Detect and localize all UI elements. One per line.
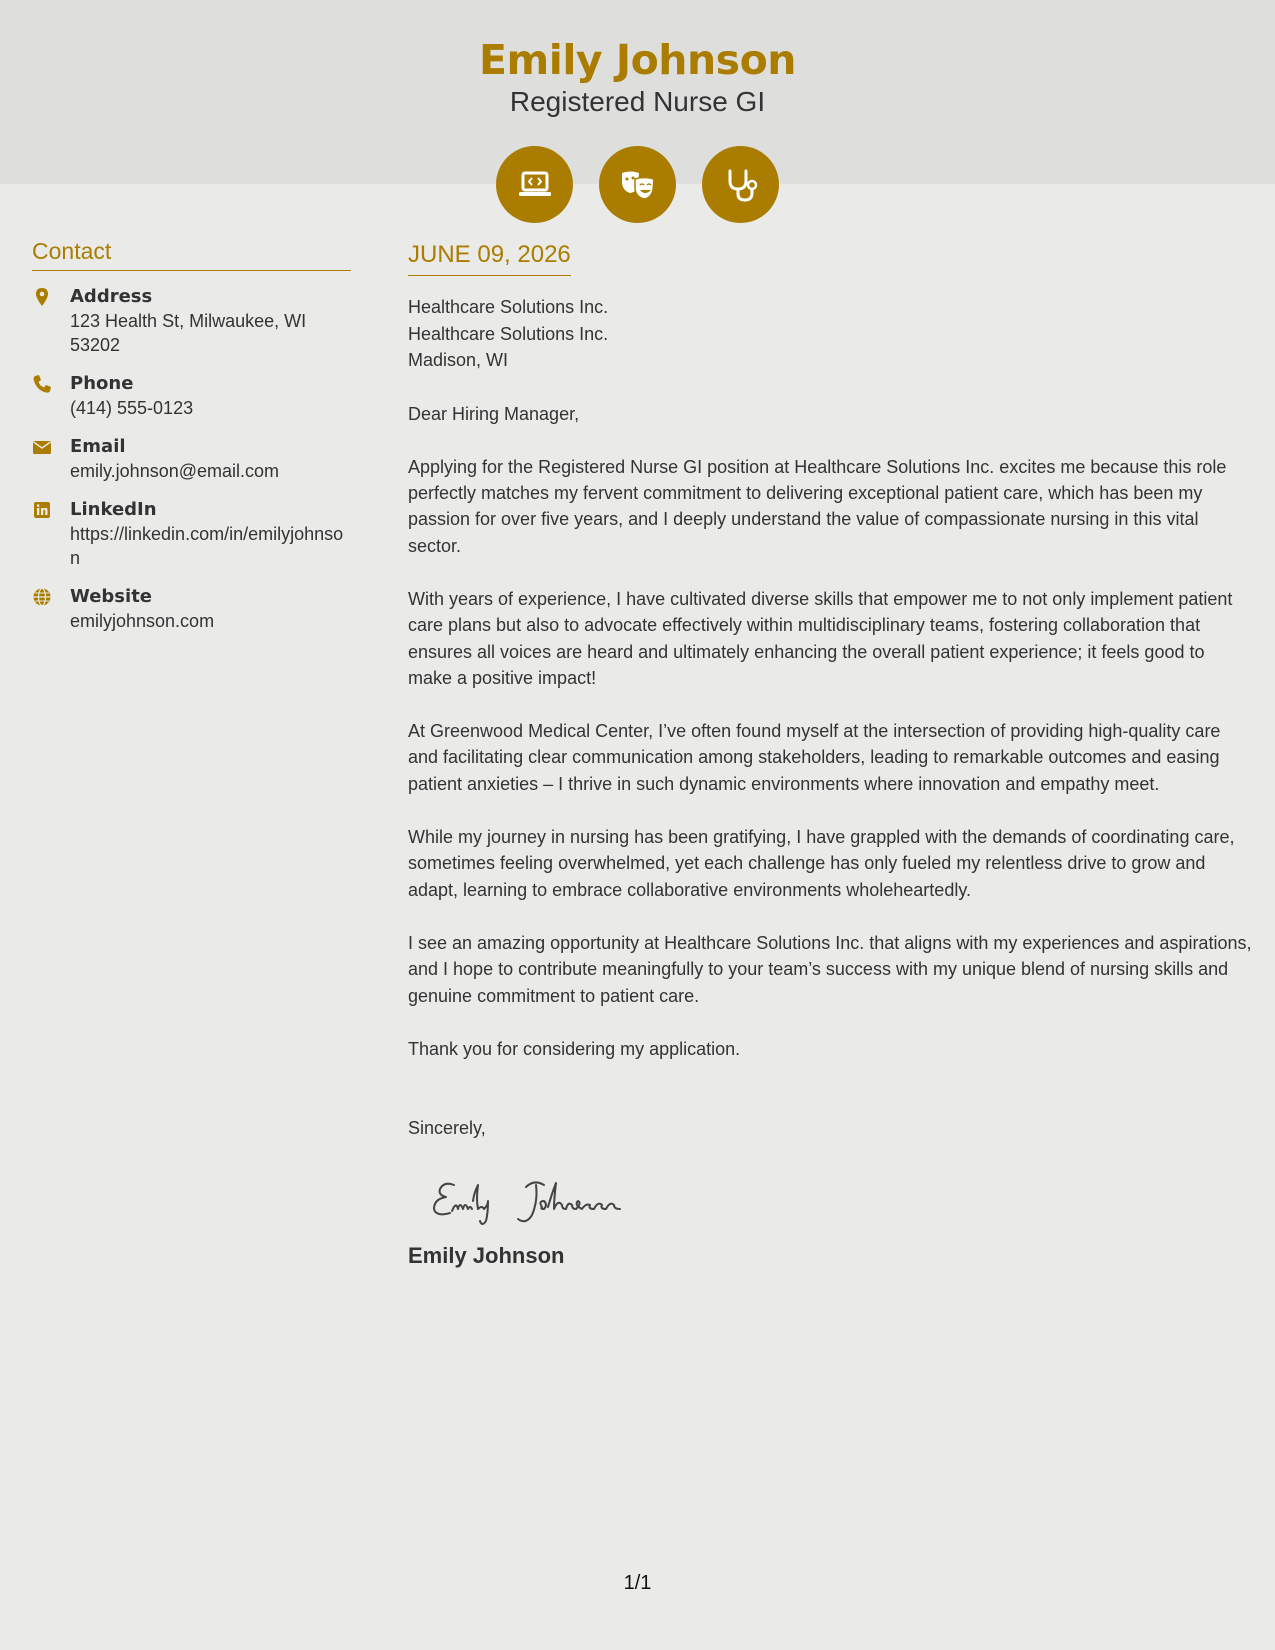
- applicant-role: Registered Nurse GI: [509, 86, 766, 117]
- laptop-code-icon: [496, 146, 573, 223]
- recipient-line: Madison, WI: [408, 350, 509, 370]
- header-icon-row: [496, 146, 779, 223]
- contact-label: Email: [70, 436, 126, 457]
- contact-website: [32, 585, 351, 633]
- applicant-name: Emily Johnson: [479, 36, 796, 84]
- contact-sidebar: [32, 238, 351, 648]
- contact-address: [32, 285, 351, 357]
- recipient-block: [408, 294, 1253, 374]
- letter-paragraph: With years of experience, I have cultivated diverse skills that empower me to not only implement patient care plans but also to advocate effectively within multidisciplinary teams, fostering collaboration that ensures all voices are heard and ultimately enhancing the overall patient experience; it feels good to make a positive impact!: [408, 588, 1233, 688]
- closing: Sincerely,: [408, 1118, 486, 1139]
- letter-paragraph: Thank you for considering my application.: [408, 1038, 741, 1059]
- letter-date: JUNE 09, 2026: [408, 240, 571, 276]
- contact-label: LinkedIn: [70, 499, 157, 520]
- contact-value: https://linkedin.com/in/emilyjohnson: [70, 524, 344, 568]
- contact-value: (414) 555-0123: [70, 398, 194, 418]
- letter-paragraph: Applying for the Registered Nurse GI position at Healthcare Solutions Inc. excites me because this role perfectly matches my fervent commitment to delivering exceptional patient care, which has been my passion for over five years, and I deeply understand the value of compassionate nursing in this vital sector.: [408, 456, 1227, 556]
- letter-paragraph: While my journey in nursing has been gratifying, I have grappled with the demands of coordinating care, sometimes feeling overwhelmed, yet each challenge has only fueled my relentless drive to grow and adapt, learning to embrace collaborative environments wholeheartedly.: [408, 827, 1235, 900]
- contact-value: 123 Health St, Milwaukee, WI 53202: [70, 311, 307, 355]
- contact-value: emilyjohnson.com: [70, 611, 215, 631]
- contact-label: Address: [70, 286, 153, 307]
- contact-label: Phone: [70, 373, 134, 394]
- contact-value: emily.johnson@email.com: [70, 461, 280, 481]
- phone-icon: [32, 372, 70, 420]
- greeting: Dear Hiring Manager,: [408, 403, 580, 424]
- letter-body: [408, 240, 1253, 1270]
- stethoscope-icon: [702, 146, 779, 223]
- contact-email: [32, 435, 351, 483]
- letter-paragraph: I see an amazing opportunity at Healthcare Solutions Inc. that aligns with my experiences and aspirations, and I hope to contribute meaningfully to your team’s success with my unique blend of nursing skills and genuine commitment to patient care.: [408, 932, 1252, 1006]
- signed-name: Emily Johnson: [408, 1243, 565, 1269]
- contact-heading: Contact: [32, 238, 351, 271]
- envelope-icon: [32, 435, 70, 483]
- contact-linkedin: [32, 498, 351, 570]
- linkedin-icon: [32, 498, 70, 570]
- recipient-line: Healthcare Solutions Inc.: [408, 297, 609, 317]
- page-number: 1/1: [623, 1572, 652, 1594]
- contact-phone: [32, 372, 351, 420]
- contact-label: Website: [70, 586, 153, 607]
- recipient-line: Healthcare Solutions Inc.: [408, 323, 609, 344]
- handwritten-signature: [426, 1171, 1253, 1231]
- globe-icon: [32, 585, 70, 633]
- map-marker-icon: [32, 285, 70, 357]
- letter-paragraph: At Greenwood Medical Center, I’ve often found myself at the intersection of providing high-quality care and facilitating clear communication among stakeholders, leading to remarkable outcomes and easing patient anxieties – I thrive in such dynamic environments where innovation and empathy meet.: [408, 721, 1221, 794]
- theater-masks-icon: [599, 146, 676, 223]
